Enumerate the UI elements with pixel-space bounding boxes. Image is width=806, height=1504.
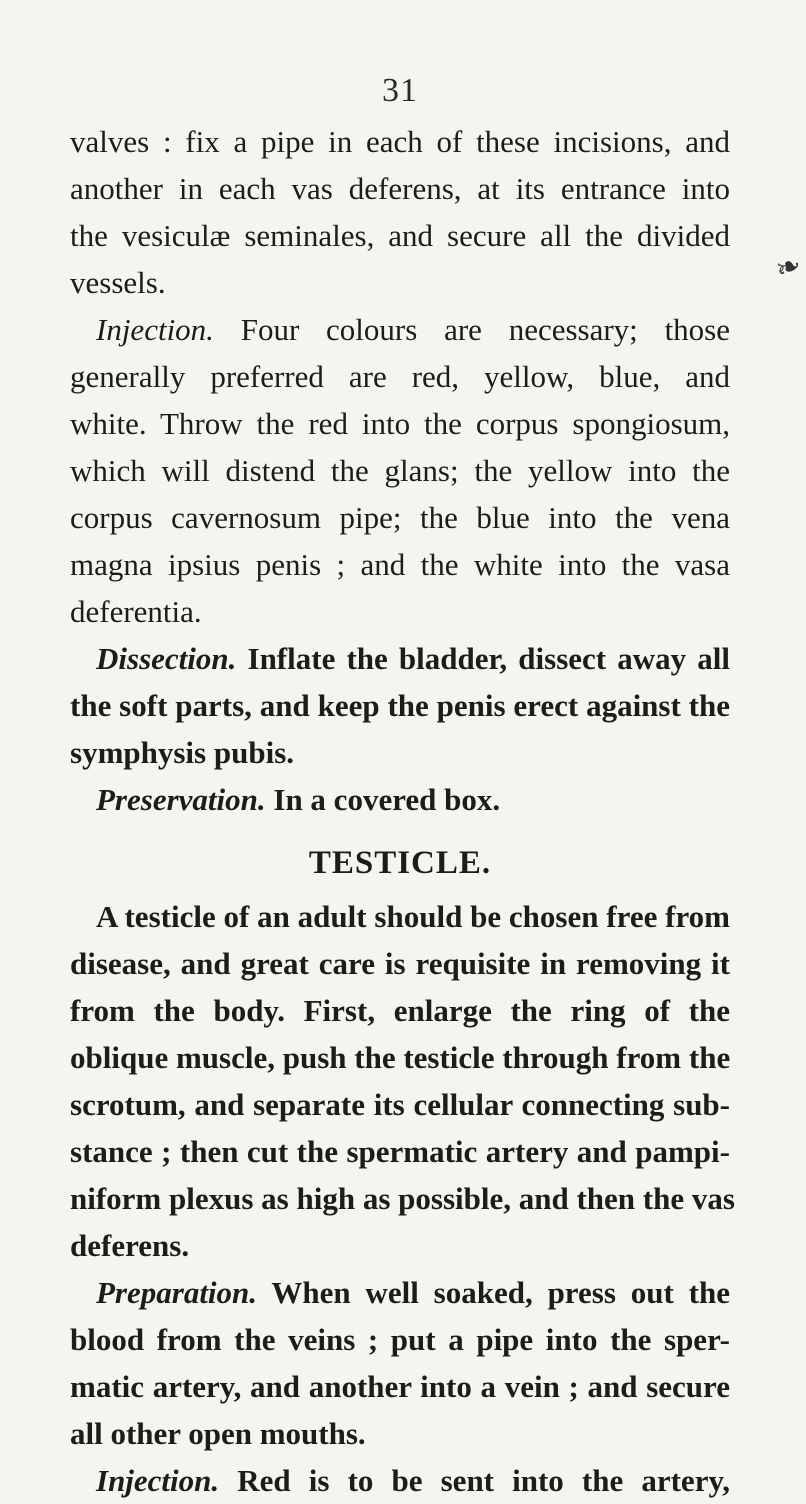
text-line: oblique muscle, push the testicle through from the <box>70 1040 731 1075</box>
text-line: corpus cavernosum pipe; the blue into the vena <box>70 500 730 535</box>
text-line: deferens. <box>70 1228 190 1263</box>
text-run: When well soaked, press out the <box>257 1275 730 1310</box>
text-line: matic artery, and another into a vein ; and secure <box>70 1369 730 1404</box>
text-line: from the body. First, enlarge the ring of the <box>70 993 730 1028</box>
text-line: magna ipsius penis ; and the white into the vasa <box>70 547 730 582</box>
text-line: the vesiculæ seminales, and secure all the divided <box>70 218 730 253</box>
text-line: stance ; then cut the spermatic artery and pampi- <box>70 1134 730 1169</box>
text-line: deferentia. <box>70 594 202 629</box>
page-number: 31 <box>382 72 418 109</box>
preservation-paragraph <box>70 776 730 823</box>
text-run: Red is to be sent into the artery, <box>219 1463 730 1498</box>
preparation-paragraph-first-line <box>70 1269 730 1316</box>
dissection-paragraph-first-line <box>70 635 730 682</box>
injection-lead: Injection. <box>96 312 214 347</box>
text-line: vessels. <box>70 265 166 300</box>
text-line: A testicle of an adult should be chosen free from <box>96 899 730 934</box>
text-line: another in each vas deferens, at its entrance into <box>70 171 730 206</box>
preservation-lead: Preservation. <box>96 782 266 817</box>
dissection-lead: Dissection. <box>96 641 237 676</box>
injection2-paragraph-first-line <box>70 1457 730 1504</box>
section-heading: TESTICLE. <box>308 845 492 881</box>
text-line: symphysis pubis. <box>70 735 295 770</box>
text-line: niform plexus as high as possible, and then the vas <box>70 1181 735 1216</box>
text-run: In a covered box. <box>265 782 501 817</box>
margin-ink-mark: ❧ <box>771 247 806 288</box>
text-line: valves : fix a pipe in each of these incisions, and <box>70 124 730 159</box>
text-line: white. Throw the red into the corpus spongiosum, <box>70 406 730 441</box>
text-run: Four colours are necessary; those <box>213 312 730 347</box>
text-line: which will distend the glans; the yellow into the <box>70 453 730 488</box>
injection2-lead: Injection. <box>96 1463 220 1498</box>
preparation-lead: Preparation. <box>96 1275 258 1310</box>
injection-paragraph-first-line <box>70 306 730 353</box>
text-line: the soft parts, and keep the penis erect against the <box>70 688 730 723</box>
text-line: scrotum, and separate its cellular connecting sub- <box>70 1087 730 1122</box>
text-line: all other open mouths. <box>70 1416 366 1451</box>
text-run: Inflate the bladder, dissect away all <box>236 641 730 676</box>
text-line: blood from the veins ; put a pipe into the sper- <box>70 1322 730 1357</box>
text-line: disease, and great care is requisite in removing it <box>70 946 730 981</box>
text-line: generally preferred are red, yellow, blue, and <box>70 359 730 394</box>
body-text <box>70 118 735 1504</box>
